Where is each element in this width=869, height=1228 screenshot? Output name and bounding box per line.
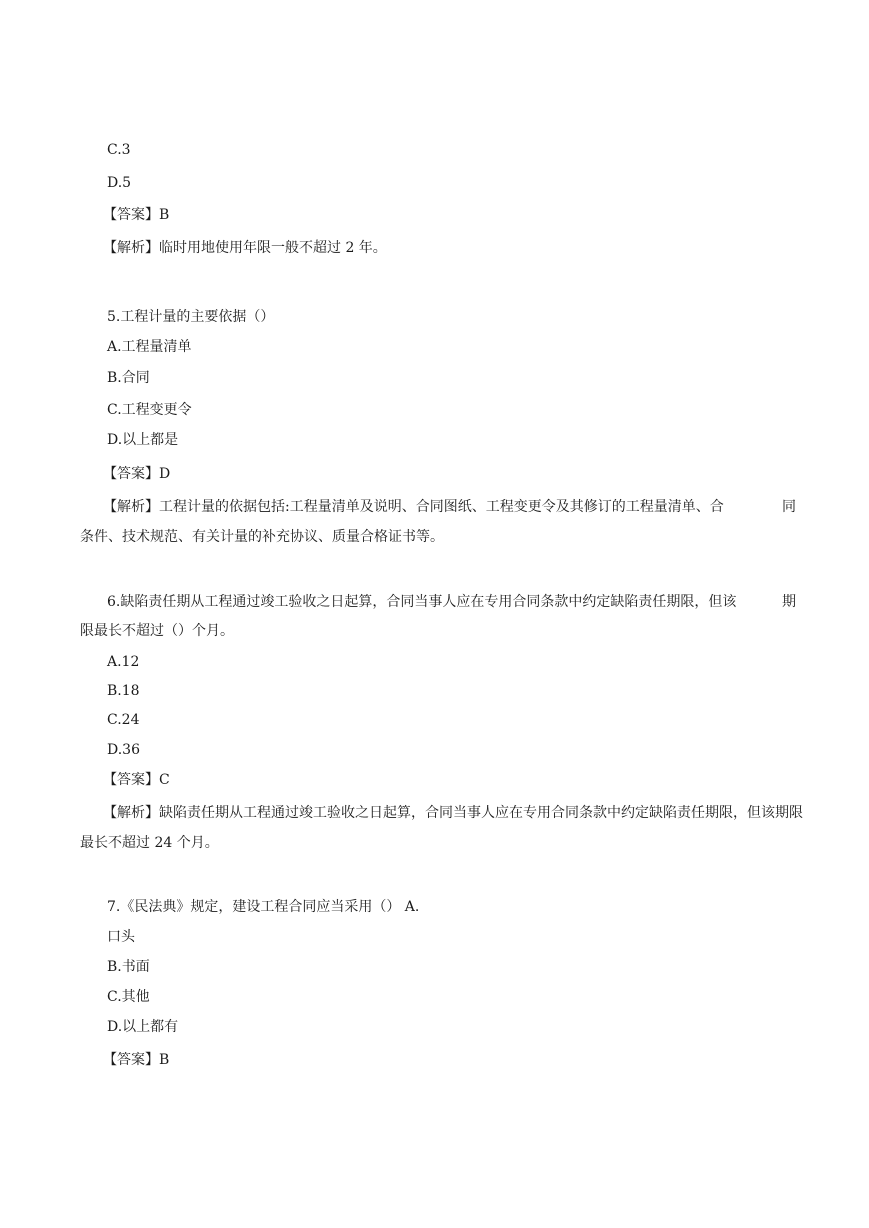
explanation-text: 【解析】缺陷责任期从工程通过竣工验收之日起算，合同当事人应在专用合同条款中约定缺陷责任期限， (103, 805, 747, 821)
answer: 【答案】D (103, 466, 171, 482)
option-b: B.18 (107, 683, 140, 699)
answer: 【答案】B (103, 207, 170, 223)
explanation-text: 【解析】工程计量的依据包括:工程量清单及说明、合同图纸、工程变更令及其修订的工程量清单、合 (103, 499, 724, 515)
explanation: 【解析】临时用地使用年限一般不超过 2 年。 (103, 240, 387, 256)
option-b: B.书面 (107, 959, 150, 975)
question-5-stem: 5.工程计量的主要依据（） (107, 309, 275, 325)
option-d: D.以上都是 (107, 432, 179, 448)
question-6-stem-text: 6.缺陷责任期从工程通过竣工验收之日起算，合同当事人应在专用合同条款中约定缺陷责任期限，但该 (107, 594, 737, 610)
option-d: D.36 (107, 742, 140, 758)
question-6-stem-line-2: 限最长不超过（）个月。 (80, 623, 234, 639)
explanation-line-2: 最长不超过 24 个月。 (80, 835, 219, 851)
explanation-text-tail: 但该期限 (747, 805, 803, 821)
option-d: D.以上都有 (107, 1019, 179, 1035)
explanation-line-1 (80, 804, 803, 822)
question-6-stem-tail: 期 (782, 594, 796, 610)
answer: 【答案】C (103, 772, 170, 788)
option-a: A.12 (107, 654, 140, 670)
explanation-line-2: 条件、技术规范、有关计量的补充协议、质量合格证书等。 (80, 529, 444, 545)
question-7-stem-line-1: 7.《民法典》规定，建设工程合同应当采用（） A. (107, 899, 420, 915)
option-c: C.其他 (107, 989, 150, 1005)
option-c: C.工程变更令 (107, 402, 192, 418)
answer: 【答案】B (103, 1052, 170, 1068)
explanation-line-1 (80, 498, 796, 516)
option-c: C.24 (107, 712, 140, 728)
question-6-stem-line-1 (80, 593, 796, 611)
question-7-stem-line-2: 口头 (107, 929, 135, 945)
option-b: B.合同 (107, 370, 150, 386)
explanation-text-tail: 同 (782, 499, 796, 515)
option-d: D.5 (107, 175, 132, 191)
option-a: A.工程量清单 (107, 339, 192, 355)
option-c: C.3 (107, 142, 131, 158)
